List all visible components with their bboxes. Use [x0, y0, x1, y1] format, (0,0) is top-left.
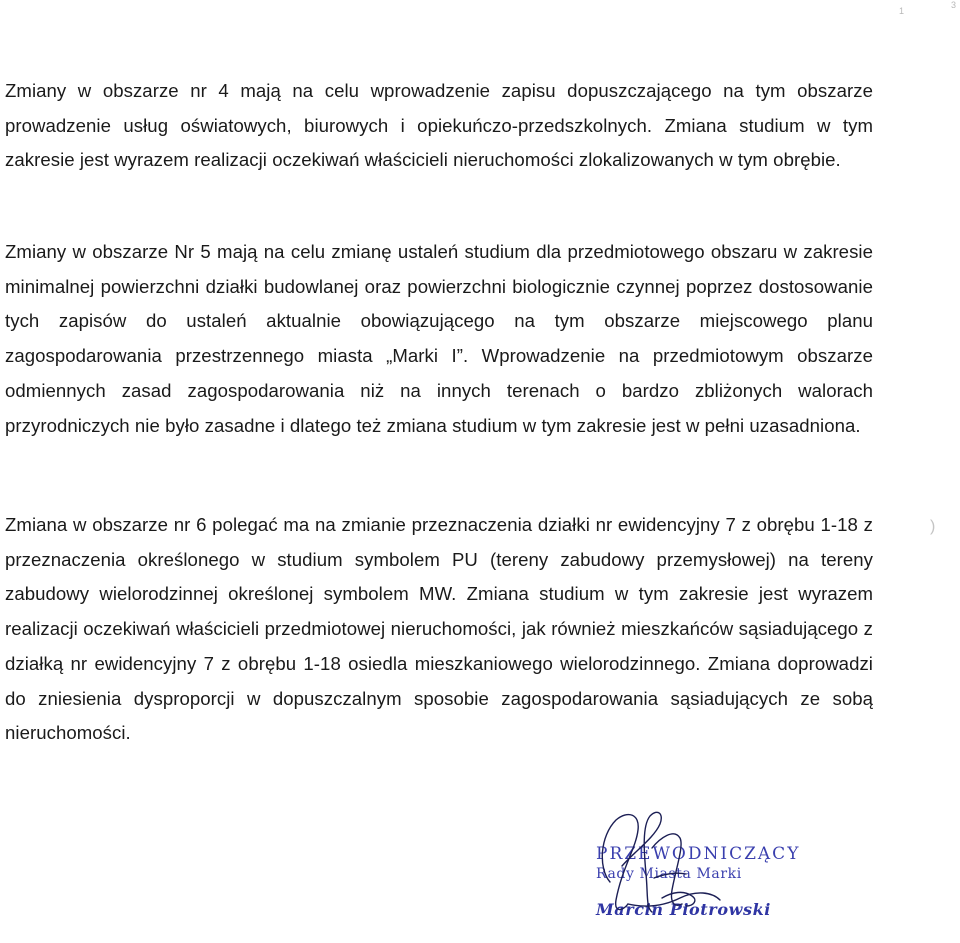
margin-mark: 1: [899, 6, 905, 16]
stamp-title: PRZEWODNICZĄCY: [596, 844, 801, 864]
margin-mark: ): [930, 518, 936, 535]
handwritten-signature: [588, 808, 801, 932]
stamp-name: Marcin Piotrowski: [596, 900, 771, 919]
paragraph-area-6: Zmiana w obszarze nr 6 polegać ma na zmianie przeznaczenia działki nr ewidencyjny 7 z obrębu 1-18 z przeznaczenia określonego w studium symbolem PU (tereny zabudowy przemysłowej) na tereny zabudowy wielorodzinnej określonej symbolem MW. Zmiana studium w tym zakresie jest wyrazem realizacji oczekiwań właścicieli przedmiotowej nieruchomości, jak również mieszkańców sąsiadującego z działką nr ewidencyjny 7 z obrębu 1-18 osiedla mieszkaniowego wielorodzinnego. Zmiana doprowadzi do zniesienia dysproporcji w dopuszczalnym sposobie zagospodarowania sąsiadujących ze sobą nieruchomości.: [5, 514, 873, 744]
stamp-council: Rady Miasta Marki: [596, 866, 742, 882]
paragraph-area-5: Zmiany w obszarze Nr 5 mają na celu zmianę ustaleń studium dla przedmiotowego obszaru w zakresie minimalnej powierzchni działki budowlanej oraz powierzchni biologicznie czynnej poprzez dostosowanie tych zapisów do ustaleń aktualnie obowiązującego na tym obszarze miejscowego planu zagospodarowania przestrzennego miasta „Marki I”. Wprowadzenie na przedmiotowym obszarze odmiennych zasad zagospodarowania niż na innych terenach o bardzo zbliżonych walorach przyrodniczych nie było zasadne i dlatego też zmiana studium w tym zakresie jest w pełni uzasadniona.: [5, 241, 873, 436]
paragraph-area-4: Zmiany w obszarze nr 4 mają na celu wprowadzenie zapisu dopuszczającego na tym obszarze prowadzenie usług oświatowych, biurowych i opiekuńczo-przedszkolnych. Zmiana studium w tym zakresie jest wyrazem realizacji oczekiwań właścicieli nieruchomości zlokalizowanych w tym obrębie.: [5, 80, 873, 171]
margin-mark: 3: [951, 0, 957, 10]
official-stamp: [588, 808, 801, 932]
